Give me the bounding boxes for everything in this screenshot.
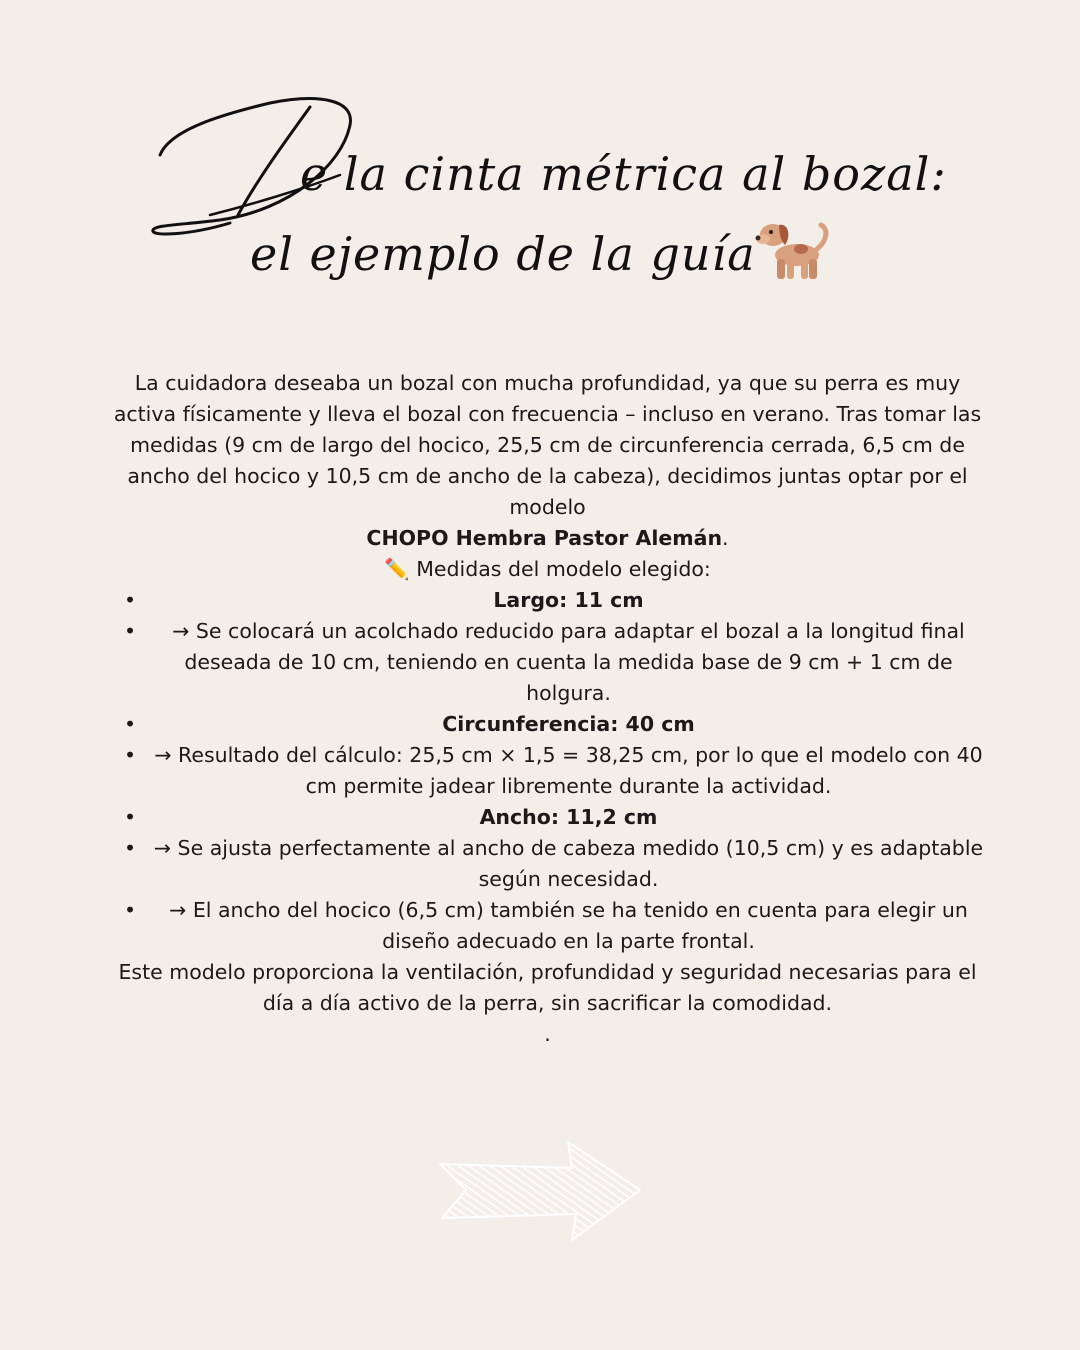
arrow-right-icon[interactable] [438,1138,642,1244]
title-line-2: el ejemplo de la guía [250,227,756,281]
measure-note: → Se ajusta perfectamente al ancho de cabeza medido (10,5 cm) y es adaptable según necesidad. [153,836,984,891]
list-item [110,585,985,616]
measure-note: → Se colocará un acolchado reducido para adaptar el bozal a la longitud final deseada de 10 cm, teniendo en cuenta la medida base de 9 cm + 1 cm de holgura. [172,619,965,705]
model-period: . [722,526,729,550]
measure-note: → El ancho del hocico (6,5 cm) también se ha tenido en cuenta para elegir un diseño adecuado en la parte frontal. [169,898,968,953]
body-text [110,368,985,1050]
list-item [110,616,985,709]
list-item [110,833,985,895]
intro-paragraph [110,368,985,523]
list-item [110,895,985,957]
measures-heading: ✏️ Medidas del modelo elegido: [384,557,711,581]
closing-paragraph: Este modelo proporciona la ventilación, profundidad y seguridad necesarias para el día a día activo de la perra, sin sacrificar la comodidad. [118,960,977,1015]
list-item [110,802,985,833]
measure-ancho: Ancho: 11,2 cm [479,805,658,829]
measures-list [110,585,985,957]
measure-circunferencia: Circunferencia: 40 cm [442,712,695,736]
measure-largo: Largo: 11 cm [493,588,644,612]
trailing-dot: . [544,1022,551,1046]
model-name: CHOPO Hembra Pastor Alemán [366,526,723,550]
dog-icon [755,215,831,281]
page-title [0,95,1080,325]
intro-text: La cuidadora deseaba un bozal con mucha profundidad, ya que su perra es muy activa físicamente y lleva el bozal con frecuencia – incluso en verano. Tras tomar las medidas (9 cm de largo del hocico, 25,5 cm de circunferencia cerrada, 6,5 cm de ancho del hocico y 10,5 cm de ancho de la cabeza), decidimos juntas optar por el modelo [113,371,982,519]
list-item [110,709,985,740]
measure-note: → Resultado del cálculo: 25,5 cm × 1,5 = 38,25 cm, por lo que el modelo con 40 cm permite jadear libremente durante la actividad. [154,743,983,798]
list-item [110,740,985,802]
model-line [110,523,985,554]
title-line-1: e la cinta métrica al bozal: [300,147,947,201]
